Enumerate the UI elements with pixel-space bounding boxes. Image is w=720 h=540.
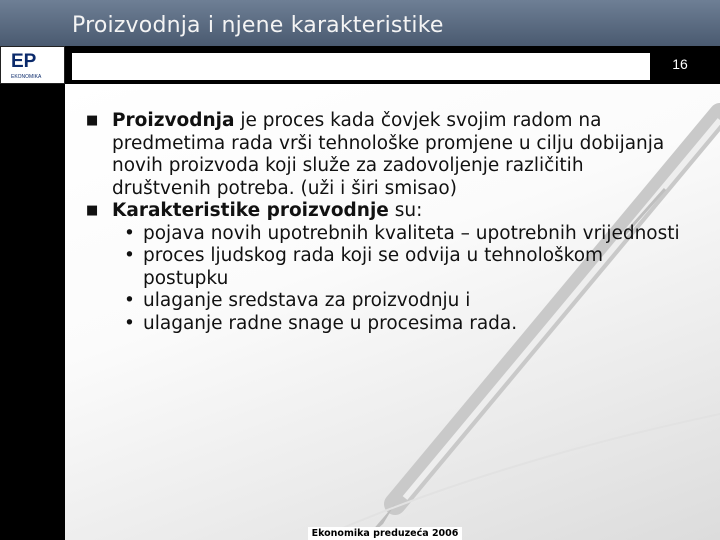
bullet-bold-term: Proizvodnja — [112, 110, 235, 131]
sub-bullet-text: pojava novih upotrebnih kvaliteta – upotrebnih vrijednosti — [143, 222, 680, 244]
sub-bullet-text: ulaganje radne snage u procesima rada. — [143, 312, 518, 334]
sub-bullet-item — [86, 245, 686, 290]
ep-logo-icon — [1, 47, 64, 83]
square-bullet-icon: ■ — [86, 113, 99, 128]
bullet-bold-term: Karakteristike proizvodnje — [112, 200, 389, 221]
bullet-text: je proces kada čovjek svojim radom na predmetima rada vrši tehnološke promjene u cilju dobijanja novih proizvoda koji služe za zadovoljenje različitih društvenih potreba. (uži i širi smisao) — [112, 110, 665, 199]
header-white-area — [72, 53, 650, 80]
left-band — [0, 46, 65, 540]
bullet-text: su: — [388, 200, 423, 221]
footer-text: Ekonomika preduzeća 2006 — [311, 528, 459, 539]
dot-bullet-icon: • — [124, 312, 135, 334]
sub-bullet-item — [86, 290, 686, 313]
logo — [0, 46, 65, 84]
dot-bullet-icon: • — [124, 245, 135, 266]
sub-bullet-item — [86, 313, 686, 336]
sub-bullet-text: proces ljudskog rada koji se odvija u tehnološkom postupku — [143, 245, 604, 289]
square-bullet-icon: ■ — [86, 203, 99, 218]
dot-bullet-icon: • — [124, 290, 135, 311]
slide-title: Proizvodnja i njene karakteristike — [72, 13, 444, 38]
slide-number: 16 — [672, 56, 688, 72]
sub-bullet-item — [86, 223, 686, 246]
sub-bullet-text: ulaganje sredstava za proizvodnju i — [143, 290, 471, 311]
logo-letters: EP — [11, 51, 37, 72]
logo-subtitle: EKONOMIKA — [11, 74, 42, 80]
bullet-item — [86, 110, 686, 200]
slide-content — [86, 110, 686, 335]
dot-bullet-icon: • — [124, 222, 135, 244]
bullet-item — [86, 200, 686, 223]
